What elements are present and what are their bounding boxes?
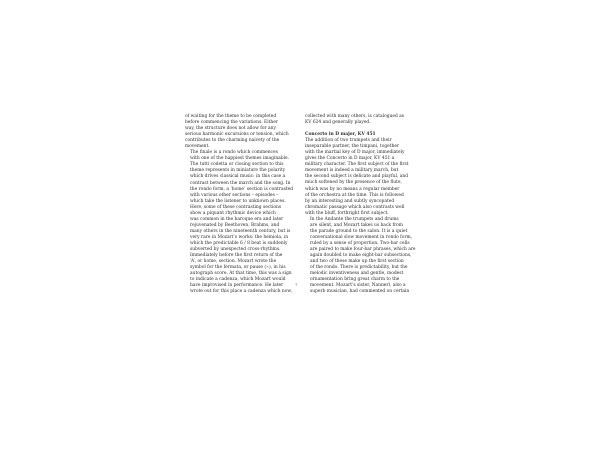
text-line: serious harmonic excursions or tension, which: [185, 132, 289, 138]
text-line: gives the Concerto in D major, KV 451 a: [305, 156, 395, 162]
text-line: which was by no means a regular member: [305, 186, 400, 192]
left-paragraph: [185, 114, 313, 150]
text-line: and two of these make up the first section: [310, 259, 404, 265]
text-line: Immediately before the first return of the: [190, 253, 283, 259]
text-line: of the orchestra at the time. This is followed: [305, 192, 404, 198]
text-line: before commencing the variations. Either: [185, 120, 278, 126]
text-line: collected with many others, is catalogued as: [305, 114, 405, 119]
text-line: which the predictable 6 / 8 beat is suddenly: [190, 240, 288, 246]
text-line: ‘A’, or home, section, Mozart wrote the: [190, 259, 277, 265]
text-line: are paired to make four-bar phrases, which are: [310, 246, 416, 252]
text-line: the second subject is delicate and playful, and: [305, 174, 409, 180]
text-line: military character. The first subject of the first: [305, 162, 409, 168]
text-line: conversational slow movement in rondo form,: [310, 234, 413, 240]
section-heading: Concerto in D major, KV 451: [305, 132, 376, 138]
right-column: [305, 114, 433, 295]
text-line: In the Andante the trumpets and drums: [310, 216, 399, 222]
text-line: show a piquant rhythmic device which: [190, 210, 276, 216]
right-paragraph: [305, 114, 433, 126]
page-number: 7: [295, 282, 298, 287]
text-line: with various other sections – episodes –: [190, 192, 279, 198]
text-line: rejuvenated by Beethoven, Brahms, and: [190, 222, 280, 228]
text-line: inseparable partner, the timpani, together: [305, 144, 400, 150]
text-line: many others in the nineteenth century, but is: [190, 228, 291, 234]
text-line: ruled by a sense of proportion. Two-bar cells: [310, 240, 410, 246]
text-line: movement.: [185, 144, 210, 150]
text-line: again doubled to make eight-bar subsections,: [310, 253, 412, 259]
right-paragraph: [305, 138, 433, 217]
text-line: The addition of two trumpets and their: [305, 138, 392, 144]
text-line: the parade ground to the salon. It is a quiet: [310, 228, 408, 234]
text-line: which drives classical music: in this case a: [190, 174, 286, 180]
right-paragraph: [305, 217, 433, 296]
text-line: Here, some of these contrasting sections: [190, 204, 282, 210]
text-line: the rondo form, a ‘home’ section is contrasted: [190, 186, 293, 192]
text-line: to indicate a cadenza, which Mozart would: [190, 277, 286, 283]
text-line: contributes to the charming naivety of the: [185, 138, 280, 144]
text-line: theme represents in miniature the polarity: [190, 168, 286, 174]
text-line: symbol for the fermata, or pause (⌢), in his: [190, 265, 286, 271]
text-line: with the bluff, forthright first subject.: [305, 210, 389, 216]
text-line: chromatic passage which also contrasts well: [305, 204, 405, 210]
text-line: The finale is a rondo which commences: [190, 150, 278, 156]
text-line: much softened by the presence of the flute,: [305, 180, 402, 186]
text-line: KV 624 and generally played.: [305, 120, 371, 126]
text-line: way, the structure does not allow for any: [185, 126, 276, 132]
text-line: autograph score. At that time, this was a sign: [190, 271, 292, 277]
text-line: The tutti codetta or closing section to this: [190, 162, 284, 168]
text-line: by an interesting and subtly syncopated: [305, 198, 395, 204]
text-line: very rare in Mozart’s works: the hemiola, in: [190, 234, 289, 240]
text-line: contrast between the march and the song. In: [190, 180, 291, 186]
text-line: with the martial key of D major, immediately: [305, 150, 405, 156]
text-line: was common in the baroque era and later: [190, 216, 284, 222]
text-line: of the rondo. There is predictability, but the: [310, 265, 408, 271]
text-line: superb musician, had commented on certain: [310, 289, 410, 295]
text-line: wrote out for this place a cadenza which now,: [190, 289, 293, 295]
text-line: ornamentation bring great charm to the: [310, 277, 400, 283]
text-line: movement is indeed a military march, but: [305, 168, 399, 174]
text-line: with one of the happiest themes imaginable.: [190, 156, 290, 162]
text-line: melodic inventiveness and gentle, modest: [310, 271, 404, 277]
text-line: movement. Mozart’s sister, Nannerl, also a: [310, 283, 406, 289]
left-paragraph: [185, 150, 313, 295]
text-line: which take the listener to unknown places.: [190, 198, 286, 204]
text-line: of waiting for the theme to be completed: [185, 114, 277, 119]
text-line: are silent, and Mozart takes us back from: [310, 222, 403, 228]
left-column: [185, 114, 313, 295]
text-line: subverted by unexpected cross-rhythms.: [190, 247, 281, 253]
text-line: have improvised in performance. He later: [190, 283, 284, 289]
